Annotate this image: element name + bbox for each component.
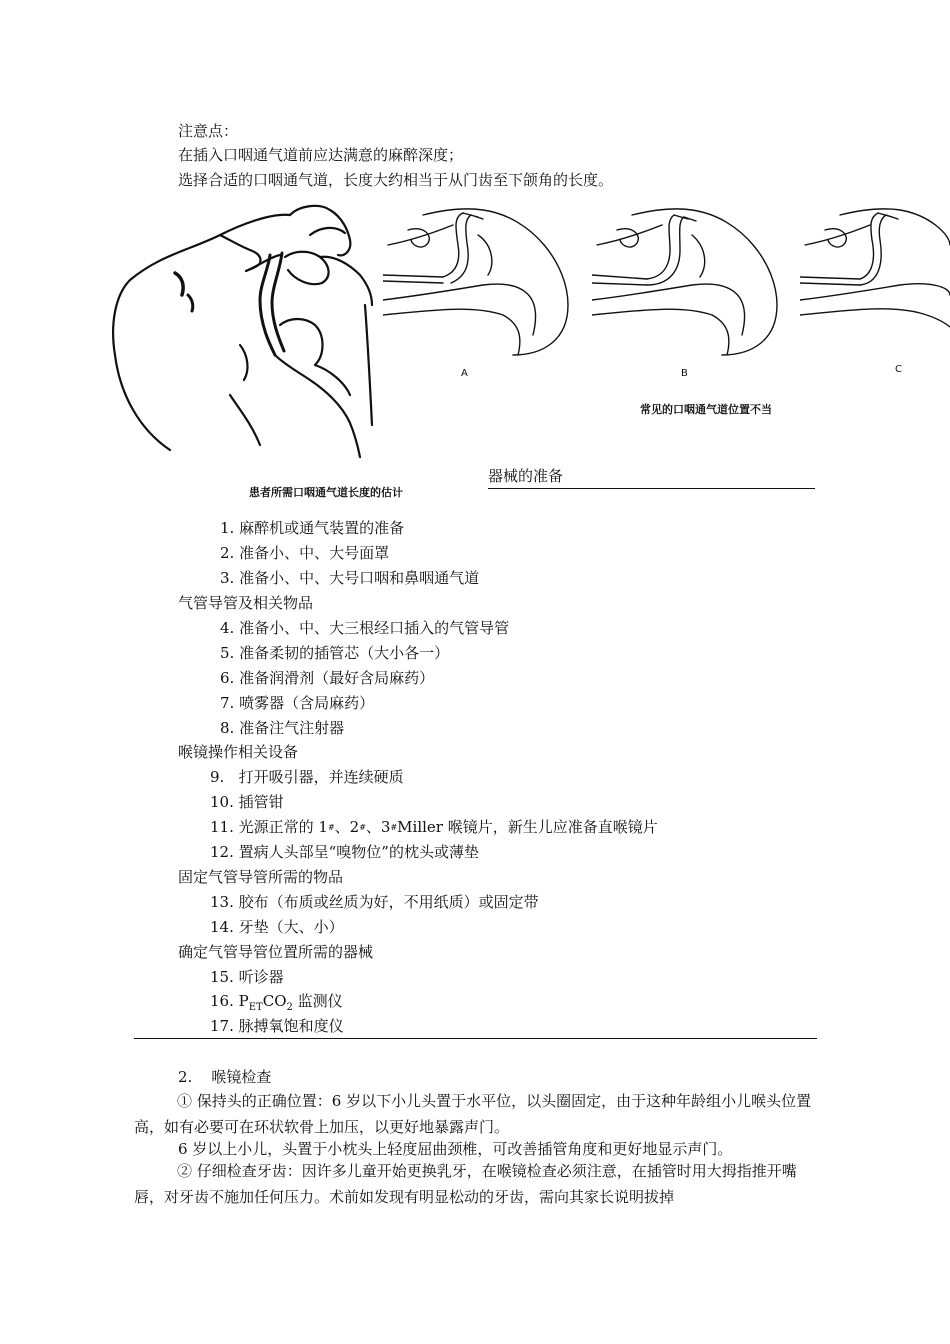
equipment-item: 4. 准备小、中、大三根经口插入的气管导管: [220, 619, 510, 637]
title-underline: [488, 488, 815, 489]
group-heading: 确定气管导管位置所需的器械: [178, 943, 374, 961]
right-figure-caption: 常见的口咽通气道位置不当: [640, 403, 772, 416]
airway-position-figure-c: [800, 205, 950, 370]
equipment-item: 9. 打开吸引器，并连续硬质: [210, 768, 404, 786]
figure-label-b: B: [681, 368, 688, 379]
equipment-item: 3. 准备小、中、大号口咽和鼻咽通气道: [220, 569, 480, 587]
equipment-item: 14. 牙垫（大、小）: [210, 918, 344, 936]
airway-position-figure-a: [383, 205, 578, 370]
equipment-item: 8. 准备注气注射器: [220, 719, 345, 737]
equipment-title: 器械的准备: [488, 467, 564, 485]
section-divider: [134, 1038, 817, 1039]
airway-length-illustration: [110, 195, 375, 460]
equipment-item: 17. 脉搏氧饱和度仪: [210, 1017, 344, 1035]
equipment-item: 11. 光源正常的 1#、2#、3#Miller 喉镜片，新生儿应准备直喉镜片: [210, 818, 658, 836]
equipment-item: 15. 听诊器: [210, 968, 284, 986]
paragraph-1: ① 保持头的正确位置：6 岁以下小儿头置于水平位，以头圈固定，由于这种年龄组小儿喉头位置高，如有必要可在环状软骨上加压，以更好地暴露声门。: [134, 1092, 812, 1136]
figure-label-c: C: [895, 364, 902, 375]
equipment-item: 10. 插管钳: [210, 793, 284, 811]
notes-line-2: 选择合适的口咽通气道，长度大约相当于从门齿至下颌角的长度。: [178, 171, 614, 189]
equipment-item: 13. 胶布（布质或丝质为好，不用纸质）或固定带: [210, 893, 539, 911]
equipment-item: 16. $P_{ET}CO_2$ 监测仪: [210, 992, 343, 1013]
paragraph-2: 6 岁以上小儿，头置于小枕头上轻度屈曲颈椎，可改善插管角度和更好地显示声门。: [178, 1140, 733, 1158]
equipment-item: 5. 准备柔韧的插管芯（大小各一）: [220, 644, 450, 662]
left-figure-caption: 患者所需口咽通气道长度的估计: [249, 486, 403, 499]
group-heading: 喉镜操作相关设备: [178, 743, 299, 761]
paragraph-3: ② 仔细检查牙齿：因许多儿童开始更换乳牙，在喉镜检查必须注意，在插管时用大拇指推开嘴唇，对牙齿不施加任何压力。术前如发现有明显松动的牙齿，需向其家长说明拔掉: [134, 1162, 797, 1206]
equipment-item: 7. 喷雾器（含局麻药）: [220, 694, 375, 712]
section-2-heading: 2. 喉镜检查: [178, 1068, 272, 1086]
group-heading: 固定气管导管所需的物品: [178, 868, 344, 886]
equipment-item: 6. 准备润滑剂（最好含局麻药）: [220, 669, 435, 687]
airway-position-figure-b: [592, 205, 787, 370]
figure-label-a: A: [461, 368, 468, 379]
equipment-item: 2. 准备小、中、大号面罩: [220, 544, 390, 562]
equipment-item: 1. 麻醉机或通气装置的准备: [220, 519, 405, 537]
equipment-item: 12. 置病人头部呈“嗅物位”的枕头或薄垫: [210, 843, 479, 861]
notes-heading: 注意点：: [178, 122, 239, 140]
notes-line-1: 在插入口咽通气道前应达满意的麻醉深度；: [178, 146, 464, 164]
group-heading: 气管导管及相关物品: [178, 594, 314, 612]
